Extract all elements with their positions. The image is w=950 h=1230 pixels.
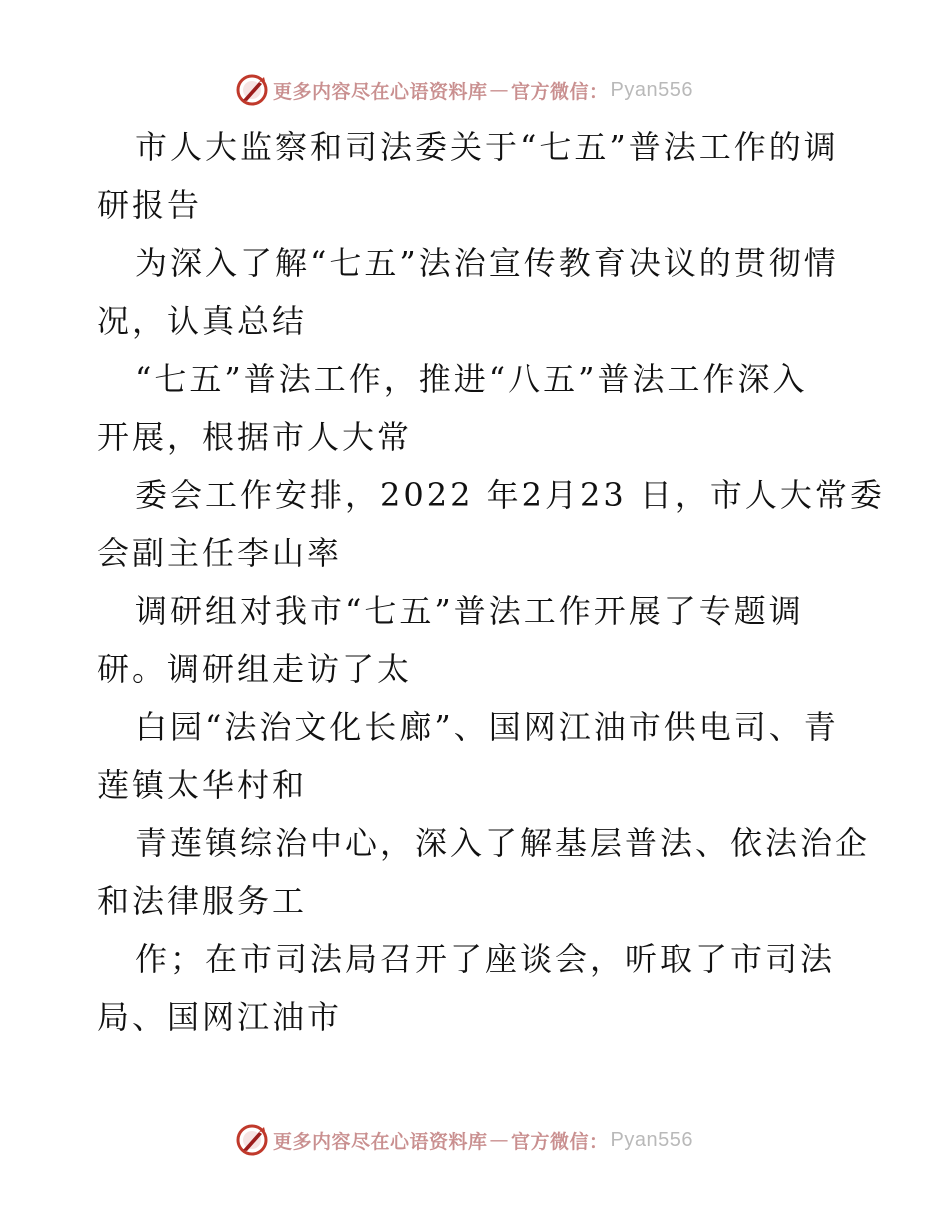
watermark-separator: — <box>489 1129 510 1151</box>
watermark-wechat-label: 官方微信： <box>511 80 609 103</box>
paragraph-line: 莲镇太华村和 <box>97 766 308 804</box>
quill-logo-icon <box>235 1123 269 1157</box>
header-watermark <box>235 72 693 108</box>
paragraph <box>97 814 871 930</box>
paragraph-line: 市人大监察和司法委关于“七五”普法工作的调 <box>135 128 839 166</box>
paragraph-line: 青莲镇综治中心，深入了解基层普法、依法治企 <box>135 824 871 862</box>
watermark-main-text: 更多内容尽在心语资料库 <box>273 1130 488 1153</box>
paragraph-line: 调研组对我市“七五”普法工作开展了专题调 <box>135 592 804 630</box>
paragraph-line: 作；在市司法局召开了座谈会，听取了市司法 <box>135 940 836 978</box>
paragraph <box>97 350 857 466</box>
paragraph <box>97 582 857 698</box>
footer-watermark <box>235 1122 693 1158</box>
paragraph-line: 为深入了解“七五”法治宣传教育决议的贯彻情 <box>135 244 839 282</box>
paragraph-line: 开展，根据市人大常 <box>97 418 413 456</box>
paragraph <box>97 234 857 350</box>
watermark-separator: — <box>489 79 510 101</box>
watermark-wechat-id: Pyan556 <box>610 1128 693 1151</box>
paragraph <box>97 466 885 582</box>
watermark-main-text: 更多内容尽在心语资料库 <box>273 80 488 103</box>
watermark-wechat-id: Pyan556 <box>610 78 693 101</box>
paragraph-line: 局、国网江油市 <box>97 998 343 1036</box>
paragraph-title <box>97 118 857 234</box>
watermark-wechat-label: 官方微信： <box>511 1130 609 1153</box>
paragraph-line: 况，认真总结 <box>97 302 308 340</box>
paragraph-line: 研。调研组走访了太 <box>97 650 413 688</box>
paragraph <box>97 698 857 814</box>
paragraph-line: 会副主任李山率 <box>97 534 343 572</box>
quill-logo-icon <box>235 73 269 107</box>
paragraph-line: “七五”普法工作，推进“八五”普法工作深入 <box>135 360 808 398</box>
paragraph-line: 研报告 <box>97 186 203 224</box>
document-body <box>97 118 885 1046</box>
paragraph-line: 和法律服务工 <box>97 882 308 920</box>
paragraph-line: 白园“法治文化长廊”、国网江油市供电司、青 <box>135 708 839 746</box>
paragraph <box>97 930 857 1046</box>
paragraph-line: 委会工作安排，2022 年2月23 日，市人大常委 <box>135 476 885 514</box>
